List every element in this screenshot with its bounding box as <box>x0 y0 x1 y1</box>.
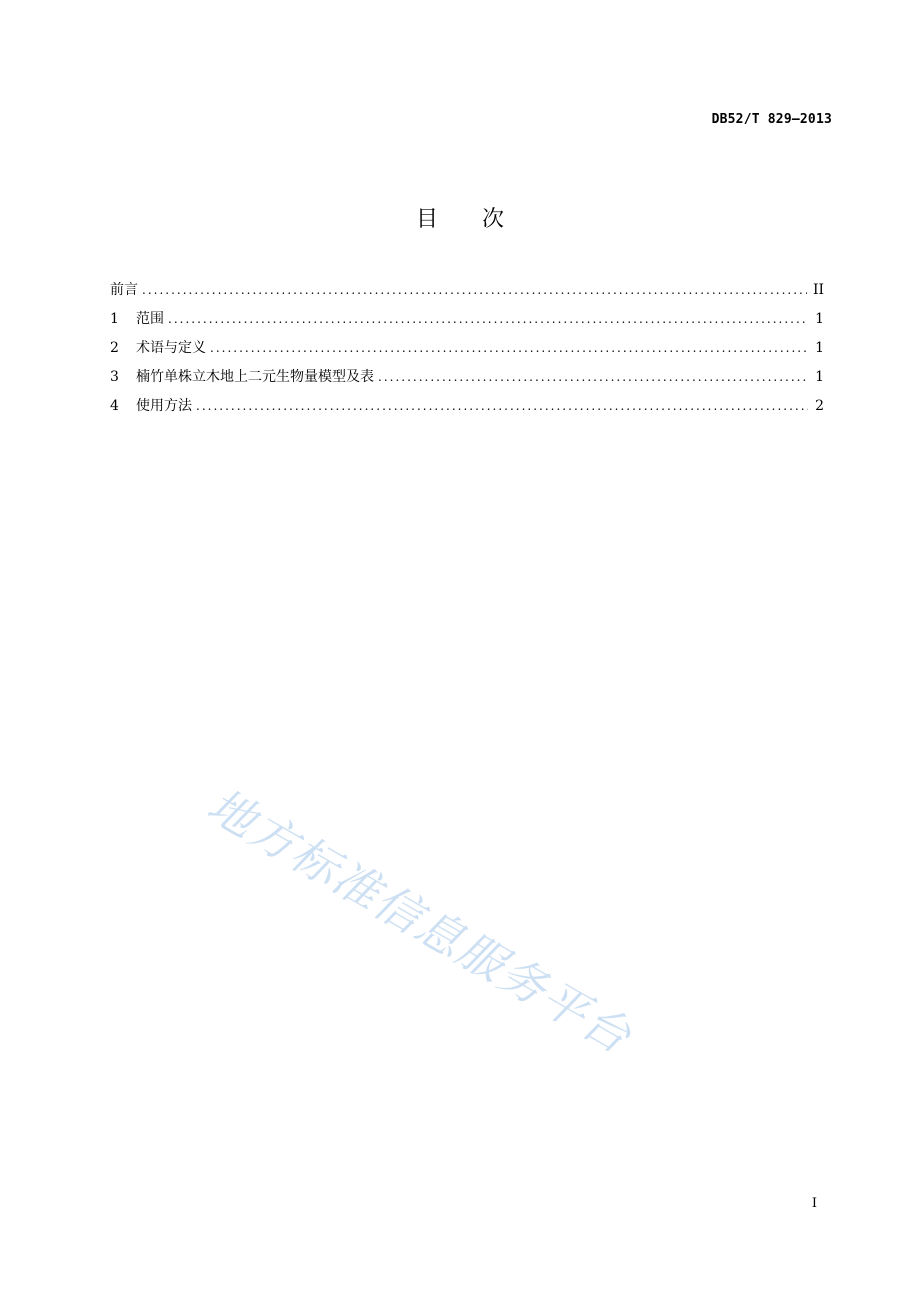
toc-entry-model[interactable] <box>110 367 824 396</box>
table-of-contents <box>110 280 824 425</box>
toc-entry-page: 1 <box>815 311 824 327</box>
toc-entry-usage[interactable] <box>110 396 824 425</box>
toc-leader-dots <box>168 309 808 329</box>
toc-entry-label: 使用方法 <box>136 398 192 414</box>
toc-entry-number: 1 <box>110 311 119 327</box>
toc-entry-number: 4 <box>110 398 119 414</box>
toc-entry-preface[interactable] <box>110 280 824 309</box>
toc-leader-dots <box>142 280 807 300</box>
toc-leader-dots <box>196 396 808 416</box>
toc-entry-page: II <box>812 282 824 298</box>
toc-entry-number: 2 <box>110 340 119 356</box>
page-number: I <box>811 1196 817 1211</box>
toc-entry-page: 2 <box>815 398 824 414</box>
toc-entry-label: 术语与定义 <box>136 340 206 356</box>
toc-entry-label: 范围 <box>136 311 164 327</box>
toc-entry-label: 前言 <box>110 282 138 298</box>
document-code: DB52/T 829—2013 <box>711 112 832 127</box>
toc-entry-label: 楠竹单株立木地上二元生物量模型及表 <box>136 369 374 385</box>
toc-entry-terms[interactable] <box>110 338 824 367</box>
toc-entry-page: 1 <box>815 340 824 356</box>
toc-leader-dots <box>210 338 808 358</box>
toc-entry-number: 3 <box>110 369 119 385</box>
page-title: 目次 <box>415 207 548 232</box>
toc-entry-page: 1 <box>815 369 824 385</box>
toc-entry-scope[interactable] <box>110 309 824 338</box>
watermark: 地方标准信息服务平台 <box>198 777 642 1065</box>
toc-leader-dots <box>378 367 808 387</box>
